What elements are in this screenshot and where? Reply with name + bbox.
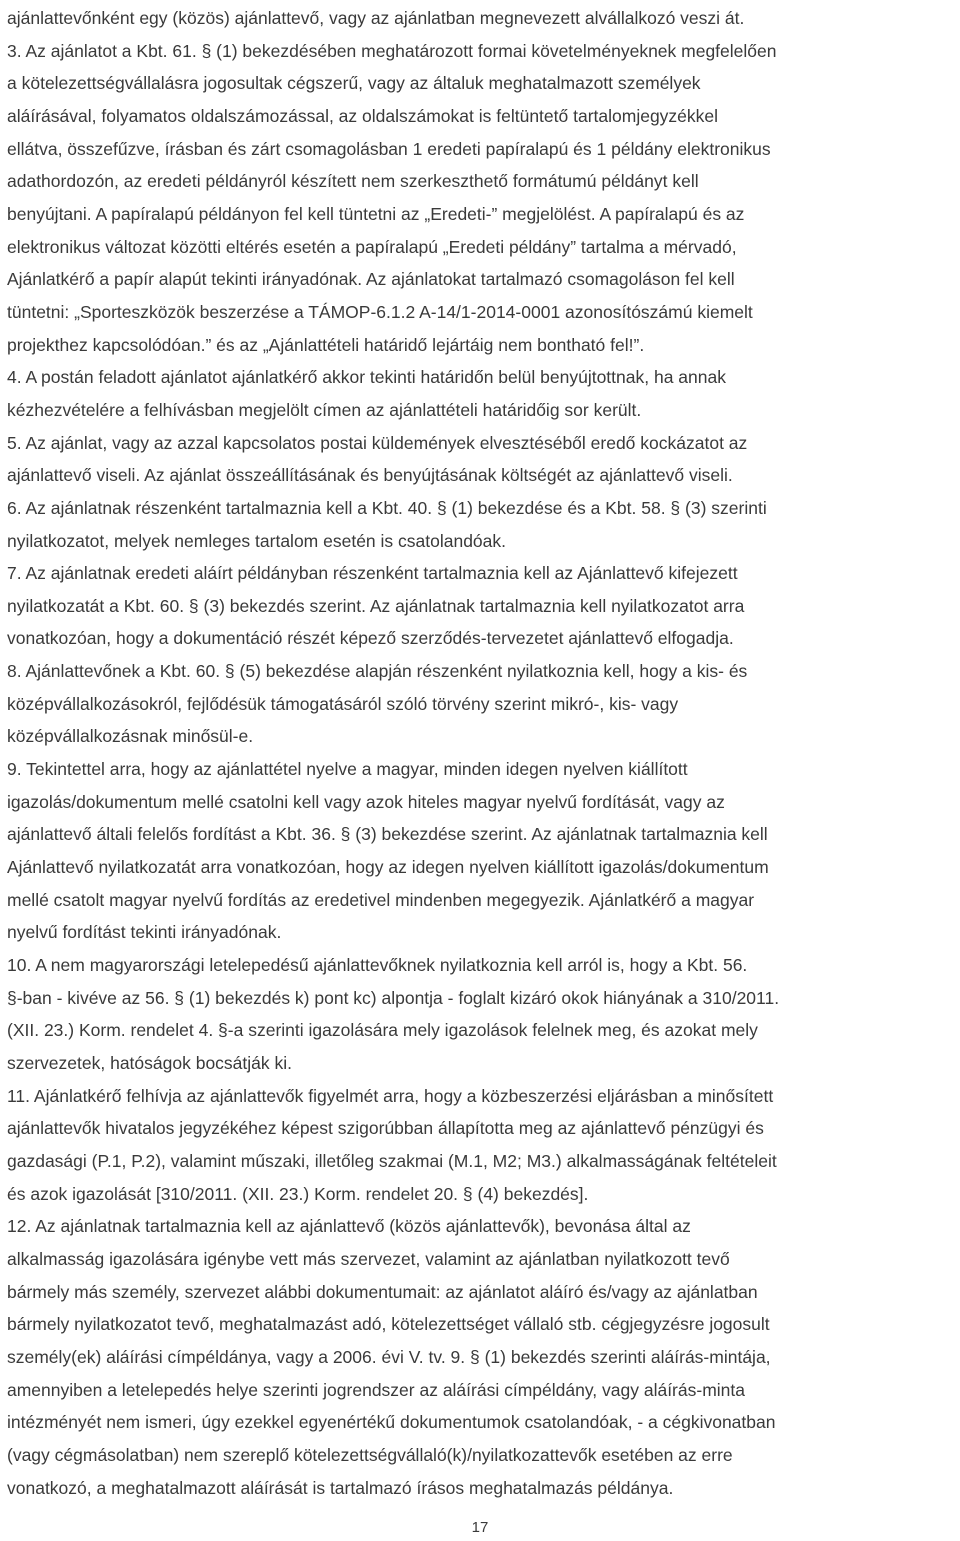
text-line: vonatkozó, a meghatalmazott aláírását is tartalmazó írásos meghatalmazás példánya. xyxy=(7,1477,674,1498)
text-line: nyilatkozatát a Kbt. 60. § (3) bekezdés szerint. Az ajánlatnak tartalmaznia kell nyilatkozatot arra xyxy=(7,595,745,616)
paragraph-4 xyxy=(7,361,955,426)
text-line: intézményét nem ismeri, úgy ezekkel egyenértékű dokumentumok csatolandóak, - a cégkivonatban xyxy=(7,1412,776,1433)
text-line: ajánlattevőnként egy (közös) ajánlattevő, vagy az ajánlatban megnevezett alvállalkozó veszi át. xyxy=(7,8,745,28)
text-line: adathordozón, az eredeti példányról készített nem szerkeszthető formátumú példányt kell xyxy=(7,171,699,192)
text-line: 7. Az ajánlatnak eredeti aláírt példányban részenként tartalmaznia kell az Ajánlattevő kifejezett xyxy=(7,563,738,584)
text-line: személy(ek) aláírási címpéldánya, vagy a 2006. évi V. tv. 9. § (1) bekezdés szerinti aláírás-mintája, xyxy=(7,1346,771,1367)
text-line: 9. Tekintettel arra, hogy az ajánlattétel nyelve a magyar, minden idegen nyelven kiállított xyxy=(7,759,688,780)
paragraph-8 xyxy=(7,655,955,753)
text-line: 10. A nem magyarországi letelepedésű ajánlattevőknek nyilatkoznia kell arról is, hogy a Kbt. 56. xyxy=(7,955,748,976)
text-line: 6. Az ajánlatnak részenként tartalmaznia kell a Kbt. 40. § (1) bekezdése és a Kbt. 58. § (3) szerinti xyxy=(7,497,767,518)
text-line: 11. Ajánlatkérő felhívja az ajánlattevők figyelmét arra, hogy a közbeszerzési eljárásban a minősített xyxy=(7,1085,774,1106)
document-body xyxy=(7,2,955,1504)
text-line: középvállalkozásnak minősül-e. xyxy=(7,726,254,747)
text-line: Ajánlatkérő a papír alapút tekinti irányadónak. Az ajánlatokat tartalmazó csomagoláson fel kell xyxy=(7,269,735,290)
paragraph-continuation xyxy=(7,2,955,35)
paragraph-9 xyxy=(7,753,955,949)
text-line: gazdasági (P.1, P.2), valamint műszaki, illetőleg szakmai (M.1, M2; M3.) alkalmasságának feltételeit xyxy=(7,1150,777,1171)
text-line: 4. A postán feladott ajánlatot ajánlatkérő akkor tekinti határidőn belül benyújtottnak, ha annak xyxy=(7,367,726,388)
paragraph-3 xyxy=(7,35,955,362)
text-line: ajánlattevő viseli. Az ajánlat összeállításának és benyújtásának költségét az ajánlattevő viseli. xyxy=(7,465,733,486)
text-line: kézhezvételére a felhívásban megjelölt címen az ajánlattételi határidőig sor került. xyxy=(7,399,642,420)
text-line: és azok igazolását [310/2011. (XII. 23.) Korm. rendelet 20. § (4) bekezdés]. xyxy=(7,1183,589,1204)
paragraph-7 xyxy=(7,557,955,655)
paragraph-11 xyxy=(7,1080,955,1211)
text-line: igazolás/dokumentum mellé csatolni kell vagy azok hiteles magyar nyelvű fordítását, vagy az xyxy=(7,791,725,812)
text-line: ajánlattevők hivatalos jegyzékéhez képest szigorúbban állapította meg az ajánlattevő pénzügyi és xyxy=(7,1118,764,1139)
text-line: vonatkozóan, hogy a dokumentáció részét képező szerződés-tervezetet ajánlattevő elfogadja. xyxy=(7,628,734,649)
text-line: ellátva, összefűzve, írásban és zárt csomagolásban 1 eredeti papíralapú és 1 példány elektronikus xyxy=(7,138,771,159)
text-line: bármely más személy, szervezet alábbi dokumentumait: az ajánlatot aláíró és/vagy az ajánlatban xyxy=(7,1281,758,1302)
text-line: szervezetek, hatóságok bocsátják ki. xyxy=(7,1053,293,1073)
text-line: mellé csatolt magyar nyelvű fordítás az eredetivel mindenben megegyezik. Ajánlatkérő a magyar xyxy=(7,889,755,910)
paragraph-10 xyxy=(7,949,955,1080)
text-line: 8. Ajánlattevőnek a Kbt. 60. § (5) bekezdése alapján részenként nyilatkoznia kell, hogy a kis- és xyxy=(7,661,748,682)
text-line: nyilatkozatot, melyek nemleges tartalom esetén is csatolandóak. xyxy=(7,530,507,551)
text-line: bármely nyilatkozatot tevő, meghatalmazást adó, kötelezettséget vállaló stb. cégjegyzésre jogosult xyxy=(7,1314,770,1335)
text-line: amennyiben a letelepedés helye szerinti jogrendszer az aláírási címpéldány, vagy aláírás-minta xyxy=(7,1379,745,1400)
text-line: középvállalkozásokról, fejlődésük támogatásáról szóló törvény szerint mikró-, kis- vagy xyxy=(7,693,679,714)
text-line: (XII. 23.) Korm. rendelet 4. §-a szerinti igazolására mely igazolások felelnek meg, és azokat mely xyxy=(7,1020,758,1041)
text-line: aláírásával, folyamatos oldalszámozással, az oldalszámokat is feltüntető tartalomjegyzékkel xyxy=(7,105,719,126)
text-line: tüntetni: „Sporteszközök beszerzése a TÁMOP-6.1.2 A-14/1-2014-0001 azonosítószámú kiemelt xyxy=(7,301,753,322)
text-line: Ajánlattevő nyilatkozatát arra vonatkozóan, hogy az idegen nyelven kiállított igazolás/dokumentum xyxy=(7,857,769,878)
text-line: elektronikus változat közötti eltérés esetén a papíralapú „Eredeti példány” tartalma a mérvadó, xyxy=(7,236,737,257)
text-line: 5. Az ajánlat, vagy az azzal kapcsolatos postai küldemények elvesztéséből eredő kockázatot az xyxy=(7,432,748,453)
text-line: benyújtani. A papíralapú példányon fel kell tüntetni az „Eredeti-” megjelölést. A papíralapú és az xyxy=(7,203,745,224)
text-line: ajánlattevő általi felelős fordítást a Kbt. 36. § (3) bekezdése szerint. Az ajánlatnak tartalmaznia kell xyxy=(7,824,768,845)
text-line: §-ban - kivéve az 56. § (1) bekezdés k) pont kc) alpontja - foglalt kizáró okok hiányának a 310/2011. xyxy=(7,987,780,1008)
paragraph-12 xyxy=(7,1210,955,1504)
text-line: 3. Az ajánlatot a Kbt. 61. § (1) bekezdésében meghatározott formai követelményeknek megfelelően xyxy=(7,40,777,61)
text-line: nyelvű fordítást tekinti irányadónak. xyxy=(7,922,282,943)
text-line: (vagy cégmásolatban) nem szereplő kötelezettségvállaló(k)/nyilatkozattevők esetében az erre xyxy=(7,1444,733,1465)
paragraph-6 xyxy=(7,492,955,557)
page-number: 17 xyxy=(471,1519,489,1536)
text-line: a kötelezettségvállalásra jogosultak cégszerű, vagy az általuk meghatalmazott személyek xyxy=(7,73,701,94)
text-line: alkalmasság igazolására igénybe vett más szervezet, valamint az ajánlatban nyilatkozott tevő xyxy=(7,1248,730,1269)
text-line: 12. Az ajánlatnak tartalmaznia kell az ajánlattevő (közös ajánlattevők), bevonása által az xyxy=(7,1216,691,1237)
paragraph-5 xyxy=(7,427,955,492)
text-line: projekthez kapcsolódóan.” és az „Ajánlattételi határidő lejártáig nem bontható fel!”. xyxy=(7,334,645,355)
